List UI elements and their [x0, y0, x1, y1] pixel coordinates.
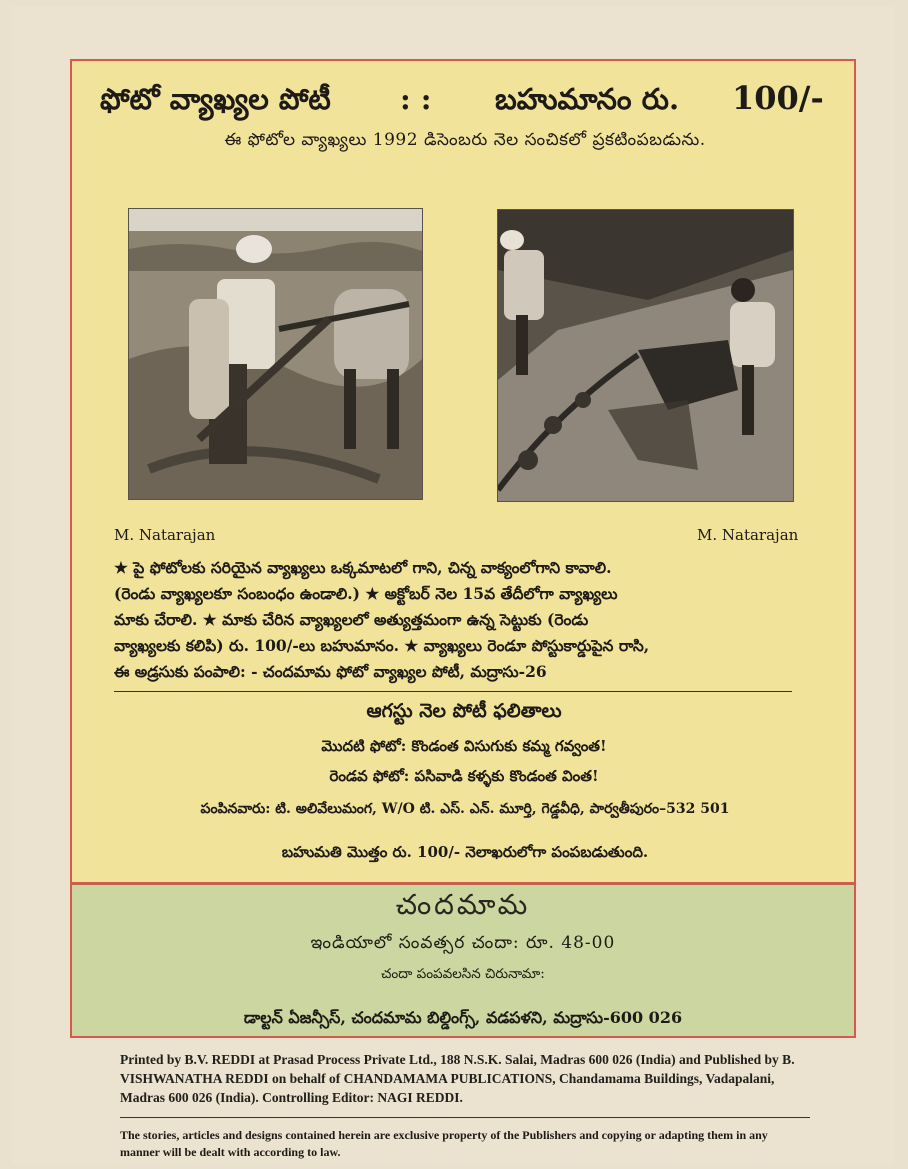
prize-label: బహుమానం రు. — [495, 82, 680, 116]
rules-line: ★ పై ఫోటోలకు సరియైన వ్యాఖ్యలు ఒక్కమాటలో గాని, చిన్న వాక్యంలోగాని కావాలి. — [114, 558, 612, 577]
rules-line: (రెండు వ్యాఖ్యలకూ సంబంధం ఉండాలి.) ★ అక్టోబర్ నెల 15వ తేదీలోగా వ్యాఖ్యలు — [114, 584, 618, 603]
section-divider — [114, 691, 792, 692]
contest-rules — [114, 555, 814, 685]
photo-man-wheelbarrow-icon — [498, 210, 793, 501]
heading-separator: : : — [400, 82, 432, 116]
contest-heading — [100, 79, 830, 126]
subscription-address: డాల్టన్ ఏజన్సీస్, చందమామ బిల్డింగ్స్, వడపళని, మద్రాసు-600 026 — [243, 1008, 683, 1027]
result-second-photo: రెండవ ఫోటో: పసివాడి కళ్ళకు కొండంత వింత! — [329, 767, 599, 785]
address-label: చందా పంపవలసిన చిరునామా: — [381, 966, 545, 982]
annual-subscription: ఇండియాలో సంవత్సర చందా: రూ. 48-00 — [310, 933, 616, 953]
contest-title: ఫోటో వ్యాఖ్యల పోటీ — [100, 82, 331, 116]
brand-name: చందమామ — [395, 888, 531, 921]
rules-line: ఈ అడ్రసుకు పంపాలి: - చందమామ ఫోటో వ్యాఖ్యల పోటీ, మద్రాసు-26 — [114, 662, 547, 681]
prize-amount: 100/- — [732, 79, 824, 117]
copyright-notice: The stories, articles and designs contained herein are exclusive property of the Publishers and copying or adapting them in any manner will be dealt with according to law. — [120, 1128, 768, 1159]
results-title: ఆగస్టు నెల పోటీ ఫలితాలు — [366, 700, 562, 722]
photo-credit-right: M. Natarajan — [697, 526, 799, 544]
photo-farmer-ploughing-icon — [129, 209, 422, 499]
rules-line: మాకు చేరాలి. ★ మాకు చేరిన వ్యాఖ్యలలో అత్యుత్తమంగా ఉన్న సెట్టుకు (రెండు — [114, 610, 589, 629]
footer-divider — [120, 1117, 810, 1118]
result-first-photo: మొదటి ఫోటో: కొండంత విసుగుకు కమ్మ గవ్వంత! — [321, 737, 607, 755]
prize-note: బహుమతి మొత్తం రు. 100/- నెలాఖరులోగా పంపబడుతుంది. — [281, 843, 649, 861]
contest-subtitle: ఈ ఫోటోల వ్యాఖ్యలు 1992 డిసెంబరు నెల సంచికలో ప్రకటింపబడును. — [224, 130, 706, 150]
photo-credit-left: M. Natarajan — [114, 526, 216, 544]
winner-sender: పంపినవారు: టి. అలివేలుమంగ, W/O టి. ఎస్. ఎన్. మూర్తి, గెడ్డవీధి, పార్వతీపురం–532 501 — [200, 801, 730, 817]
photo-ploughing — [128, 208, 423, 500]
rules-line: వ్యాఖ్యలకు కలిపి) రు. 100/-లు బహుమానం. ★ వ్యాఖ్యలు రెండూ పోస్టుకార్డుపైన రాసి, — [114, 636, 650, 655]
printer-imprint: Printed by B.V. REDDI at Prasad Process Private Ltd., 188 N.S.K. Salai, Madras 600 026 (India) and Published by B. VISHWANATHA REDDI on behalf of CHANDAMAMA PUBLICATIONS, Chandamama Buildings, Vadapalani, Madras 600 026 (India). Controlling Editor: NAGI REDDI. — [120, 1052, 795, 1105]
photo-wheelbarrow — [497, 209, 794, 502]
